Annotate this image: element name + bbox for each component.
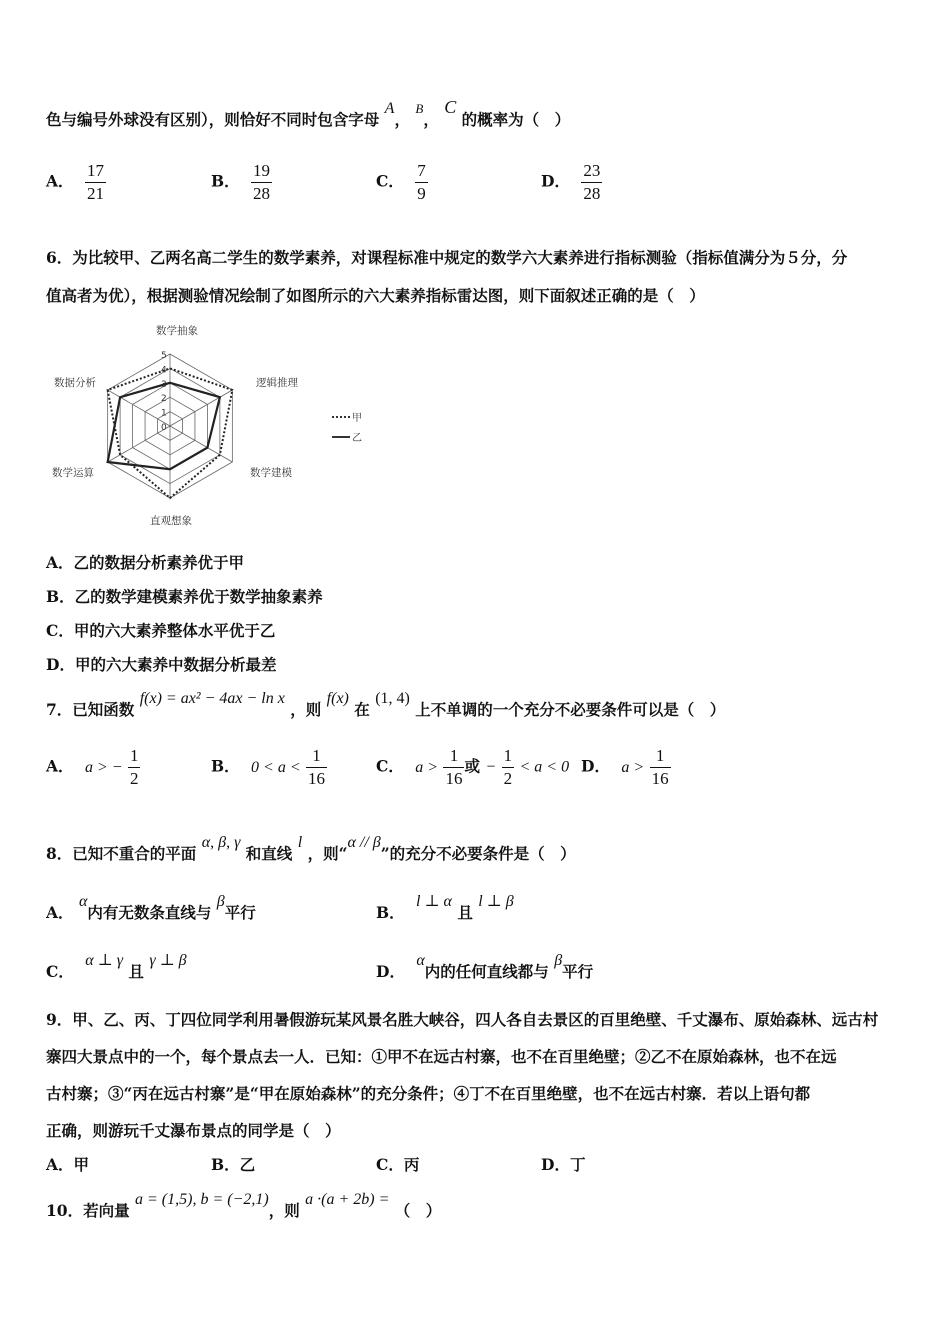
option-label: B． [211, 171, 240, 191]
denominator: 28 [583, 184, 601, 203]
legend-label-yi: 乙 [352, 433, 362, 444]
math-expression: a > − [84, 758, 123, 776]
q5-stem-text: 色与编号外球没有区别），则恰好不同时包含字母 [46, 110, 380, 129]
dot-product-expression: a ·(a + 2b) = [305, 1191, 390, 1208]
option-text: 内的任何直线都与 [424, 962, 549, 981]
math-expression: a > [621, 758, 645, 776]
option-label: A． [46, 756, 74, 776]
q6-option-c[interactable]: C．甲的六大素养整体水平优于乙 [46, 621, 276, 640]
and-word: 且 [457, 903, 473, 922]
q5-option-c[interactable] [376, 160, 428, 205]
q9-option-c[interactable]: C．丙 [376, 1155, 420, 1174]
option-text: 内有无数条直线与 [87, 903, 212, 922]
denominator: 16 [308, 769, 326, 788]
q8-option-a[interactable] [46, 893, 256, 923]
q9-option-a[interactable]: A．甲 [46, 1155, 90, 1174]
fraction [415, 160, 428, 205]
q5-stem-end: 的概率为（ ） [461, 110, 571, 129]
letter-b: B [415, 101, 424, 116]
letter-a: A [384, 100, 395, 117]
denominator: 16 [445, 769, 463, 788]
denominator: 2 [503, 769, 513, 788]
denominator: 2 [129, 769, 139, 788]
q8-stem-text: ”的充分不必要条件是（ ） [380, 844, 576, 863]
q9-option-d[interactable]: D．丁 [541, 1155, 586, 1174]
q8-stem-text: ，则“ [307, 844, 348, 863]
q7-stem-text: 7．已知函数 [46, 700, 135, 719]
planes-expression: α, β, γ [201, 834, 241, 851]
letter-c: C [444, 97, 457, 117]
q7-stem-text: ，则 [290, 700, 322, 719]
numerator: 17 [85, 160, 106, 183]
q6-line-1: 6．为比较甲、乙两名高二学生的数学素养，对课程标准中规定的数学六大素养进行指标测验（指标值满分为５分，分 [46, 248, 848, 267]
math-expression: γ ⊥ β [149, 952, 187, 969]
vectors-expression: a = (1,5), b = (−2,1) [134, 1191, 269, 1208]
line-l: l [297, 834, 303, 851]
fraction [650, 745, 671, 790]
option-label: C． [376, 171, 404, 191]
axis-label: 直观想象 [150, 515, 192, 527]
numerator: 19 [251, 160, 272, 183]
q9-line-2: 寨四大景点中的一个，每个景点去一人．已知：①甲不在远古村寨，也不在百里绝壁；②乙不在原始森林，也不在远 [46, 1047, 837, 1066]
fraction [85, 160, 106, 205]
alpha-symbol: α [78, 893, 88, 910]
q6-line-2: 值高者为优），根据测验情况绘制了如图所示的六大素养指标雷达图，则下面叙述正确的是（ ） [46, 286, 705, 305]
option-label: C． [376, 756, 404, 776]
axis-label: 数学抽象 [156, 325, 198, 337]
q7-option-d[interactable] [581, 745, 671, 790]
and-word: 且 [128, 962, 144, 981]
denominator: 16 [651, 769, 669, 788]
q7-option-a[interactable] [46, 745, 140, 790]
numerator: 1 [306, 745, 327, 768]
math-expression: − [485, 758, 497, 776]
alpha-symbol: α [416, 952, 425, 969]
option-label: A． [46, 171, 74, 191]
scale-label: 3 [161, 379, 167, 390]
option-label: B． [376, 903, 405, 922]
q10-stem-text: 10．若向量 [46, 1201, 130, 1220]
comma: ， [423, 110, 439, 129]
q8-stem [46, 834, 576, 864]
q6-option-b[interactable]: B．乙的数学建模素养优于数学抽象素养 [46, 587, 323, 606]
radar-chart [46, 318, 376, 533]
q8-option-c[interactable] [46, 952, 187, 982]
option-label: D． [581, 756, 610, 776]
denominator: 21 [86, 184, 104, 203]
or-word: 或 [464, 756, 480, 776]
denominator: 9 [417, 184, 426, 203]
q7-stem-text: 在 [354, 700, 370, 719]
interval: (1, 4) [375, 690, 410, 707]
scale-label: 4 [161, 365, 167, 376]
q10-stem-text: ，则 [268, 1201, 300, 1220]
q7-option-c[interactable] [376, 745, 569, 790]
q5-stem [46, 97, 571, 130]
q7-stem-text: 上不单调的一个充分不必要条件可以是（ ） [415, 700, 726, 719]
math-expression: l ⊥ α [416, 893, 452, 910]
q5-option-b[interactable] [211, 160, 272, 205]
fraction [306, 745, 327, 790]
numerator: 7 [415, 160, 428, 183]
fraction [251, 160, 272, 205]
q9-line-3: 古村寨；③“丙在远古村寨”是“甲在原始森林”的充分条件；④丁不在百里绝壁，也不在远古村寨．若以上语句都 [46, 1084, 811, 1103]
math-expression: 0 < a < [251, 758, 301, 776]
fraction [581, 160, 602, 205]
scale-label: 1 [161, 408, 167, 419]
fraction [443, 745, 464, 790]
q5-option-a[interactable] [46, 160, 106, 205]
function-expression: f(x) = ax² − 4ax − ln x [139, 690, 285, 707]
axis-label: 数学运算 [52, 467, 94, 479]
math-expression: α ⊥ γ [85, 952, 123, 969]
option-label: D． [541, 171, 570, 191]
denominator: 28 [253, 184, 271, 203]
option-text: 平行 [224, 903, 256, 922]
q6-option-d[interactable]: D．甲的六大素养中数据分析最差 [46, 655, 277, 674]
math-expression: < a < 0 [519, 758, 570, 776]
option-label: B． [211, 756, 240, 776]
q10-stem [46, 1191, 442, 1221]
fraction [502, 745, 515, 790]
scale-label: 2 [161, 394, 167, 405]
q7-stem [46, 690, 726, 720]
beta-symbol: β [216, 893, 225, 910]
function-fx: f(x) [326, 690, 349, 707]
comma: ， [394, 110, 410, 129]
option-text: 平行 [562, 962, 594, 981]
chart-background [46, 318, 376, 533]
q6-option-a[interactable]: A．乙的数据分析素养优于甲 [46, 553, 245, 572]
axis-label: 逻辑推理 [256, 377, 298, 389]
q8-stem-text: 和直线 [245, 844, 293, 863]
numerator: 1 [128, 745, 141, 768]
legend-label-jia: 甲 [352, 413, 362, 424]
numerator: 1 [650, 745, 671, 768]
option-label: A． [46, 903, 74, 922]
q7-option-b[interactable] [211, 745, 327, 790]
parallel-expression: α // β [347, 834, 381, 851]
scale-label: 0 [161, 423, 167, 433]
option-label: D． [376, 962, 405, 981]
q9-option-b[interactable]: B．乙 [211, 1155, 256, 1174]
numerator: 23 [581, 160, 602, 183]
q10-stem-text: （ ） [394, 1201, 442, 1220]
q8-option-d[interactable] [376, 952, 594, 982]
q8-stem-text: 8．已知不重合的平面 [46, 844, 197, 863]
q9-line-1: 9．甲、乙、丙、丁四位同学利用暑假游玩某风景名胜大峡谷，四人各自去景区的百里绝壁、千丈瀑布、原始森林、远古村 [46, 1010, 879, 1029]
numerator: 1 [443, 745, 464, 768]
q8-option-b[interactable] [376, 893, 514, 923]
option-label: C． [46, 962, 74, 981]
math-expression: l ⊥ β [478, 893, 514, 910]
axis-label: 数学建模 [250, 467, 292, 479]
axis-label: 数据分析 [54, 377, 96, 389]
q5-option-d[interactable] [541, 160, 602, 205]
scale-label: 5 [161, 351, 167, 361]
fraction [128, 745, 141, 790]
beta-symbol: β [554, 952, 563, 969]
math-expression: a > [415, 758, 439, 776]
q9-line-4: 正确，则游玩千丈瀑布景点的同学是（ ） [46, 1121, 341, 1140]
numerator: 1 [502, 745, 515, 768]
